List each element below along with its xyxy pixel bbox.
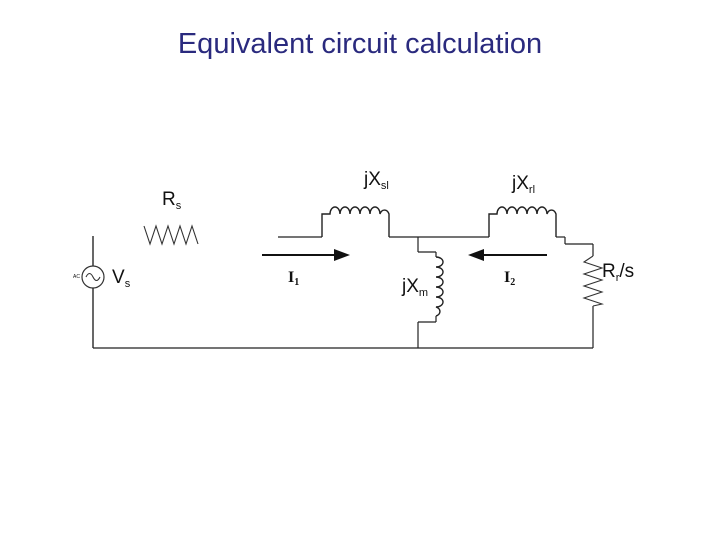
- rotor-resistor-rr-over-s: [584, 256, 602, 306]
- rotor-leakage-inductor: [489, 207, 556, 237]
- current-arrow-i1: [262, 249, 350, 261]
- label-rr-over-s: $R_r/s$: [602, 261, 635, 284]
- label-vs: $V_s$: [112, 267, 131, 290]
- label-i2: I2: [504, 269, 516, 288]
- stator-resistor-rs: [144, 226, 198, 244]
- arrow-left-icon: [468, 249, 484, 261]
- ac-voltage-source: [82, 236, 104, 348]
- label-ac: AC: [73, 274, 80, 280]
- stator-leakage-inductor: [322, 207, 389, 237]
- label-rs: $R_s$: [162, 189, 182, 212]
- arrow-right-icon: [334, 249, 350, 261]
- slide-title: Equivalent circuit calculation: [177, 28, 543, 60]
- current-arrow-i2: [468, 249, 547, 261]
- label-jxm: $jX_m$: [402, 276, 429, 299]
- label-jxsl: $jX_{sl}$: [364, 169, 389, 192]
- label-jxrl: $jX_{rl}$: [512, 173, 536, 196]
- label-i1: I1: [288, 269, 300, 288]
- magnetizing-inductor: [436, 257, 443, 316]
